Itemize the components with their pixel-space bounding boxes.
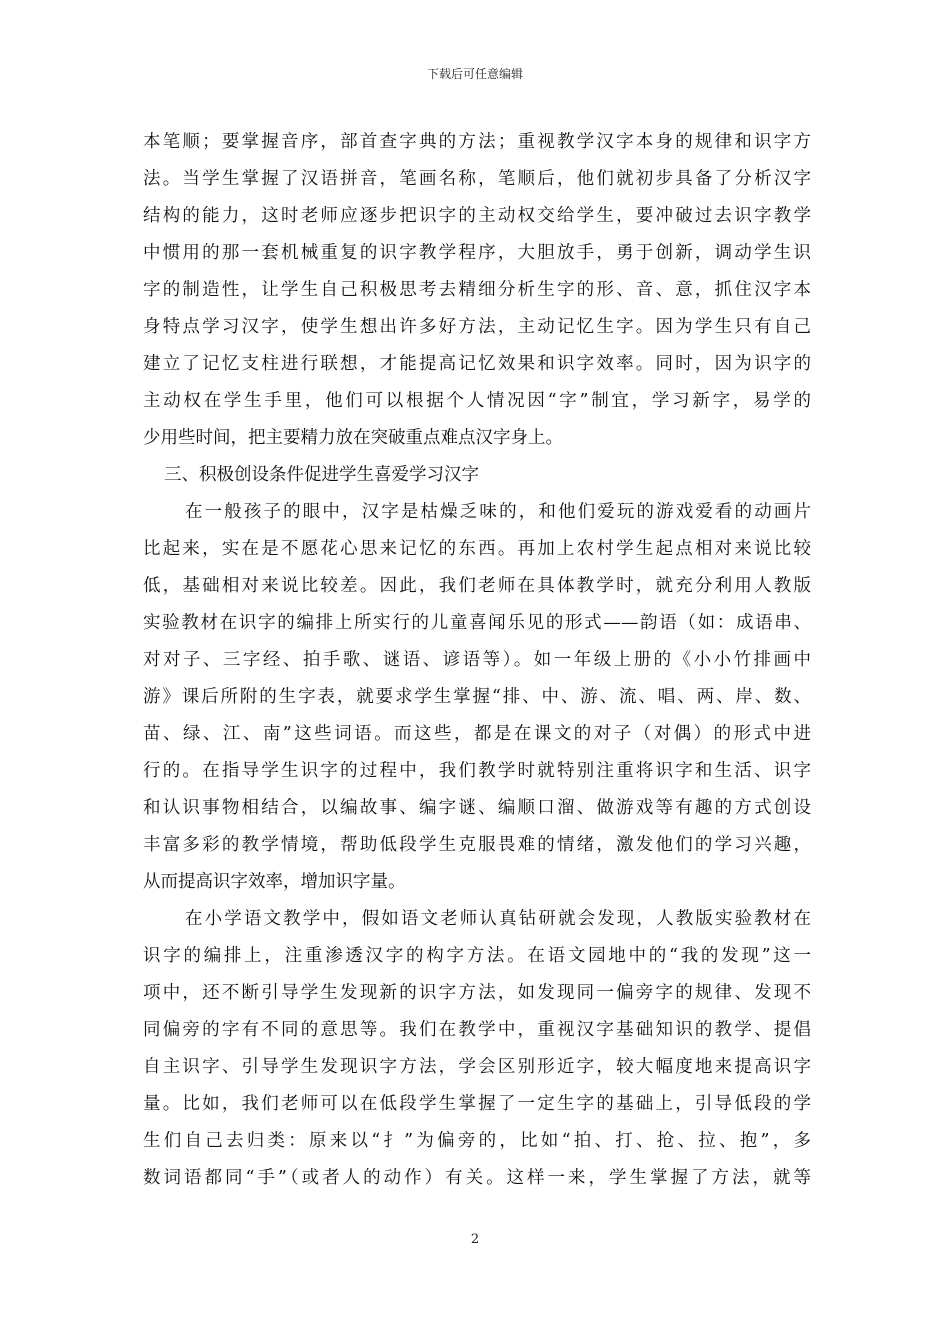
text-line: 项中，还不断引导学生发现新的识字方法，如发现同一偏旁字的规律、发现不	[143, 983, 811, 1003]
text-line: 从而提高识字效率，增加识字量。	[143, 872, 406, 892]
text-line: 主动权在学生手里，他们可以根据个人情况因“字”制宜，学习新字，易学的	[143, 391, 811, 411]
document-body	[143, 124, 811, 1197]
text-line: 身特点学习汉字，使学生想出许多好方法，主动记忆生字。因为学生只有自己	[143, 317, 811, 337]
page-number: 2	[470, 1232, 480, 1247]
text-line: 丰富多彩的教学情境，帮助低段学生克服畏难的情绪，激发他们的学习兴趣，	[143, 835, 811, 855]
text-line: 在小学语文教学中，假如语文老师认真钻研就会发现，人教版实验教材在	[185, 909, 811, 929]
text-line: 实验教材在识字的编排上所实行的儿童喜闻乐见的形式——韵语（如：成语串、	[143, 613, 811, 633]
paragraph	[143, 901, 811, 1197]
paragraph-continuation	[143, 124, 811, 457]
text-line: 低，基础相对来说比较差。因此，我们老师在具体教学时，就充分利用人教版	[143, 576, 811, 596]
text-line: 对对子、三字经、拍手歌、谜语、谚语等）。如一年级上册的《小小竹排画中	[143, 650, 811, 670]
text-line: 本笔顺；要掌握音序，部首查字典的方法；重视教学汉字本身的规律和识字方	[143, 132, 811, 152]
text-line: 结构的能力，这时老师应逐步把识字的主动权交给学生，要冲破过去识字教学	[143, 206, 811, 226]
text-line: 自主识字、引导学生发现识字方法，学会区别形近字，较大幅度地来提高识字	[143, 1057, 811, 1077]
text-line: 比起来，实在是不愿花心思来记忆的东西。再加上农村学生起点相对来说比较	[143, 539, 811, 559]
text-line: 游》课后所附的生字表，就要求学生掌握“排、中、游、流、唱、两、岸、数、	[143, 687, 811, 707]
text-line: 在一般孩子的眼中，汉字是枯燥乏味的，和他们爱玩的游戏爱看的动画片	[185, 502, 811, 522]
text-line: 量。比如，我们老师可以在低段学生掌握了一定生字的基础上，引导低段的学	[143, 1094, 811, 1114]
text-line: 同偏旁的字有不同的意思等。我们在教学中，重视汉字基础知识的教学、提倡	[143, 1020, 811, 1040]
text-line: 识字的编排上，注重渗透汉字的构字方法。在语文园地中的“我的发现”这一	[143, 946, 811, 966]
text-line: 行的。在指导学生识字的过程中，我们教学时就特别注重将识字和生活、识字	[143, 761, 811, 781]
page-header: 下载后可任意编辑	[426, 67, 523, 81]
text-line: 苗、绿、江、南”这些词语。而这些，都是在课文的对子（对偶）的形式中进	[143, 724, 811, 744]
text-line: 生们自己去归类：原来以“扌”为偏旁的，比如“拍、打、抢、拉、抱”，多	[143, 1131, 811, 1151]
paragraph	[143, 494, 811, 901]
text-line: 和认识事物相结合，以编故事、编字谜、编顺口溜、做游戏等有趣的方式创设	[143, 798, 811, 818]
text-line: 少用些时间，把主要精力放在突破重点难点汉字身上。	[143, 428, 563, 448]
section-heading	[143, 457, 811, 494]
section-heading-text: 三、积极创设条件促进学生喜爱学习汉字	[164, 465, 479, 485]
text-line: 建立了记忆支柱进行联想，才能提高记忆效果和识字效率。同时，因为识字的	[143, 354, 811, 374]
text-line: 字的制造性，让学生自己积极思考去精细分析生字的形、音、意，抓住汉字本	[143, 280, 811, 300]
text-line: 中惯用的那一套机械重复的识字教学程序，大胆放手，勇于创新，调动学生识	[143, 243, 811, 263]
text-line: 数词语都同“手”（或者人的动作）有关。这样一来，学生掌握了方法，就等	[143, 1168, 811, 1188]
text-line: 法。当学生掌握了汉语拼音，笔画名称，笔顺后，他们就初步具备了分析汉字	[143, 169, 811, 189]
